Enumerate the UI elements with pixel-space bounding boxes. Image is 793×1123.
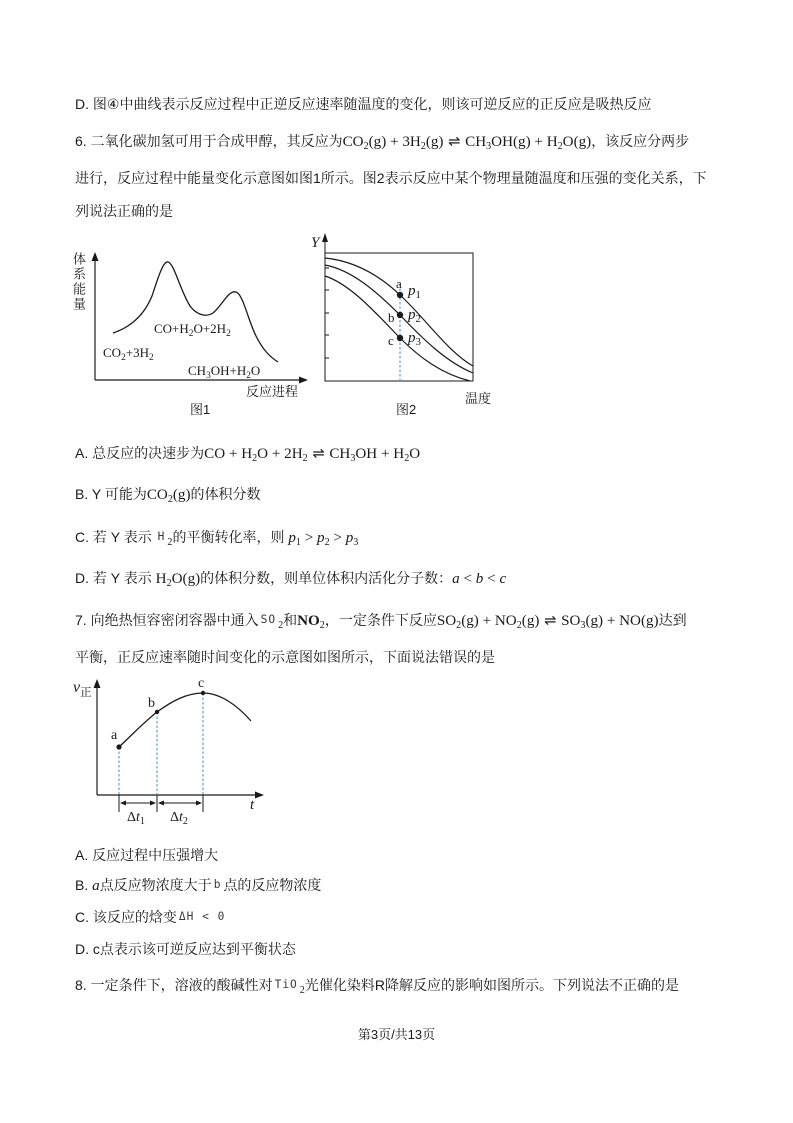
q6-option-d: [75, 567, 506, 589]
formula-text: O(g): [562, 134, 592, 150]
point-a-label: a: [111, 728, 118, 743]
subscript: 2: [252, 453, 258, 465]
formula-text: O+2H: [193, 321, 227, 336]
curve-p2-label: [408, 306, 421, 325]
small-formula: b: [213, 878, 222, 891]
text-run: 的平衡转化率，则: [172, 529, 289, 545]
temperature-axis-label: 温度: [465, 391, 492, 406]
q7-option-a: [75, 844, 218, 866]
formula-text: CO + H: [204, 446, 253, 462]
q5-option-d: [75, 93, 651, 115]
subscript: 2: [516, 620, 522, 632]
formula-text: OH(g) + H: [491, 134, 558, 150]
formula-text: OH+H: [210, 363, 247, 378]
small-formula: TiO: [274, 978, 298, 991]
q8-stem: [75, 974, 679, 996]
formula-text: >: [329, 530, 346, 546]
text-run: 点的反应物浓度: [223, 877, 322, 893]
q6-option-b: [75, 483, 261, 505]
formula-text: O: [409, 446, 421, 462]
figure-2-y-vs-temperature: [310, 230, 500, 422]
y-temperature-plot: [310, 230, 485, 390]
text-run: D. 若 Y 表示: [75, 570, 156, 586]
formula-text: SO: [436, 613, 457, 629]
point-a-dot: [397, 292, 403, 298]
subscript: 2: [302, 453, 308, 465]
italic-symbol: Y: [311, 235, 320, 251]
q7-stem-line-2: [75, 646, 495, 668]
formula-text: (g): [521, 613, 540, 629]
subscript: 2: [121, 352, 126, 363]
formula-text: Δ: [170, 810, 180, 825]
intermediate-label: [154, 321, 231, 339]
text-run: 和: [283, 612, 298, 628]
q6-stem-line-1: [75, 130, 689, 152]
formula-text: CH: [188, 363, 207, 378]
subscript: 1: [295, 537, 301, 549]
text-run: 8. 一定条件下，溶液的酸碱性对: [75, 977, 273, 993]
text-run: 进行，反应过程中能量变化示意图如图1所示。图2表示反应中某个物理量随温度和压强的变化关系，下: [75, 170, 707, 186]
energy-axis-label: 体系能量: [71, 252, 86, 312]
curve-p3-label: [408, 329, 421, 348]
text-run: 的体积分数: [190, 486, 261, 502]
formula-text: >: [300, 530, 318, 546]
equilibrium-arrow: ⇌: [307, 445, 330, 462]
point-a-dot: [116, 744, 121, 749]
point-c-label: c: [388, 333, 394, 348]
q7-stem-line-1: [75, 609, 687, 631]
q7-option-b: [75, 874, 321, 896]
italic-symbol: a: [92, 878, 100, 894]
text-run: B. Y 可能为: [75, 486, 147, 502]
rate-axis-arrow: [94, 679, 101, 688]
text-run: ，一定条件下反应: [324, 612, 437, 628]
subscript: 2: [420, 141, 426, 153]
point-b-dot: [155, 710, 159, 714]
subscript: 2: [299, 985, 305, 997]
text-run: C. 该反应的焓变: [75, 909, 177, 925]
italic-symbol: t: [250, 797, 255, 813]
italic-symbol: t: [179, 810, 183, 825]
q6-stem-line-3: [75, 200, 173, 222]
subscript: 2: [404, 453, 410, 465]
q6-option-a: [75, 442, 420, 464]
figure-2-caption: 图2: [396, 402, 417, 417]
point-b-dot: [397, 312, 403, 318]
text-run: D. c点表示该可逆反应达到平衡状态: [75, 941, 296, 957]
formula-text: H: [155, 571, 167, 587]
subscript: 2: [278, 620, 284, 632]
subscript: 3: [353, 537, 359, 549]
text-run: B.: [75, 877, 93, 893]
formula-text: <: [459, 571, 476, 587]
point-c-label: c: [198, 676, 205, 691]
y-axis-label: [311, 234, 319, 252]
formula-text: +3H: [125, 345, 149, 360]
subscript: 3: [206, 370, 211, 381]
subscript: 2: [182, 816, 188, 828]
formula-text: CO: [146, 487, 168, 503]
products-label: [188, 363, 260, 381]
q7-option-c: [75, 906, 227, 928]
forward-rate-curve: [119, 693, 251, 747]
italic-symbol: p: [288, 530, 296, 546]
formula-text: CO+H: [154, 321, 189, 336]
subscript: 2: [324, 537, 330, 549]
formula-text: O(g): [171, 571, 201, 587]
subscript: 3: [580, 620, 586, 632]
interval-2-arrow-right-head: [196, 801, 202, 806]
text-run: 光催化染料R降解反应的影响如图所示。下列说法不正确的是: [304, 977, 679, 993]
reaction-progress-axis-label: 反应进程: [246, 384, 299, 399]
interval-2-label: [170, 808, 188, 827]
subscript: 2: [148, 352, 154, 363]
point-b-label: b: [388, 310, 395, 325]
subscript: 2: [557, 141, 563, 153]
small-formula: SO: [260, 613, 277, 626]
formula-text: (g) + NO(g): [585, 613, 659, 629]
subscript: 3: [415, 336, 421, 349]
small-formula: H: [157, 530, 166, 543]
q6-option-c: [75, 526, 358, 548]
energy-axis-arrow: [92, 252, 99, 261]
italic-symbol: p: [345, 530, 354, 546]
time-axis-label: [250, 796, 254, 814]
subscript: 2: [456, 620, 462, 632]
q7-rate-time-graph: [65, 675, 270, 830]
point-b-label: b: [148, 696, 155, 711]
text-run: 达到: [658, 612, 687, 628]
subscript: 2: [167, 537, 173, 549]
subscript: 2: [415, 313, 421, 326]
formula-text: CH: [329, 446, 351, 462]
text-run: D. 图④中曲线表示反应过程中正逆反应速率随温度的变化，则该可逆反应的正反应是吸热反应: [75, 96, 652, 112]
text-run: 7. 向绝热恒容密闭容器中通入: [75, 612, 259, 628]
text-run: 的体积分数，则单位体积内活化分子数：: [200, 570, 453, 586]
subscript: 2: [166, 578, 172, 590]
small-formula: ΔH < 0: [178, 910, 226, 923]
text-run: 平衡，正反应速率随时间变化的示意图如图所示，下面说法错误的是: [75, 649, 495, 665]
time-axis-arrow: [255, 792, 264, 799]
q6-stem-line-2: [75, 167, 707, 189]
interval-1-label: [127, 808, 145, 827]
figure-1-caption: 图1: [190, 402, 211, 417]
text-run: 6. 二氧化碳加氢可用于合成甲醇，其反应为: [75, 133, 343, 149]
formula-text: O + 2H: [257, 446, 303, 462]
formula-text: <: [483, 571, 500, 587]
italic-symbol: v: [73, 679, 81, 696]
text-run: A. 总反应的决速步为: [75, 445, 205, 461]
subscript: 2: [226, 328, 231, 339]
italic-symbol: p: [408, 330, 416, 346]
reaction-progress-axis-arrow: [299, 377, 308, 384]
interval-1-arrow-left-head: [120, 801, 126, 806]
subscript: 1: [139, 816, 145, 828]
y-axis-arrow: [322, 233, 328, 242]
figure-1-energy-diagram: [60, 245, 310, 420]
italic-symbol: b: [475, 571, 484, 587]
formula-text: O: [250, 363, 261, 378]
formula-text: CO: [342, 134, 364, 150]
subscript: 2: [319, 620, 325, 632]
italic-symbol: p: [408, 307, 416, 323]
interval-1-arrow-right-head: [150, 801, 156, 806]
italic-symbol: p: [408, 283, 416, 299]
formula-text: Δ: [127, 810, 137, 825]
subscript: 2: [188, 328, 194, 339]
equilibrium-arrow: ⇌: [539, 612, 562, 629]
italic-symbol: a: [452, 571, 460, 587]
formula-text: OH + H: [355, 446, 405, 462]
reactants-label: [103, 345, 154, 363]
point-a-label: a: [396, 276, 402, 291]
rate-time-plot: [65, 675, 270, 815]
energy-diagram-plot: [60, 245, 310, 395]
formula-text: (g): [172, 487, 191, 503]
subscript: 3: [350, 453, 356, 465]
subscript: 1: [415, 289, 421, 302]
italic-symbol: c: [499, 571, 507, 587]
q7-option-d: [75, 938, 296, 960]
forward-rate-axis-label: [73, 679, 92, 698]
text-run: C. 若 Y 表示: [75, 529, 156, 545]
italic-symbol: p: [317, 530, 325, 546]
equilibrium-arrow: ⇌: [443, 133, 466, 150]
text-run: A. 反应过程中压强增大: [75, 847, 219, 863]
text-run: 点反应物浓度大于: [99, 877, 212, 893]
formula-text: (g) + 3H: [368, 134, 421, 150]
subscript: 2: [246, 370, 251, 381]
formula-text: (g): [425, 134, 444, 150]
interval-2-arrow-left-head: [158, 801, 164, 806]
bold-formula: NO: [297, 613, 320, 629]
subscript: 2: [363, 141, 369, 153]
formula-text: SO: [561, 613, 581, 629]
formula-text: (g) + NO: [461, 613, 517, 629]
subscript: 正: [80, 686, 92, 699]
formula-text: CH: [465, 134, 487, 150]
point-c-dot: [397, 335, 403, 341]
text-run: 列说法正确的是: [75, 203, 173, 219]
subscript: 2: [167, 494, 173, 506]
formula-text: CO: [103, 345, 122, 360]
italic-symbol: t: [136, 810, 140, 825]
page-footer: 第3页/共13页: [357, 1027, 436, 1042]
subscript: 3: [486, 141, 492, 153]
text-run: ，该反应分两步: [591, 133, 690, 149]
curve-p1-label: [408, 282, 421, 301]
